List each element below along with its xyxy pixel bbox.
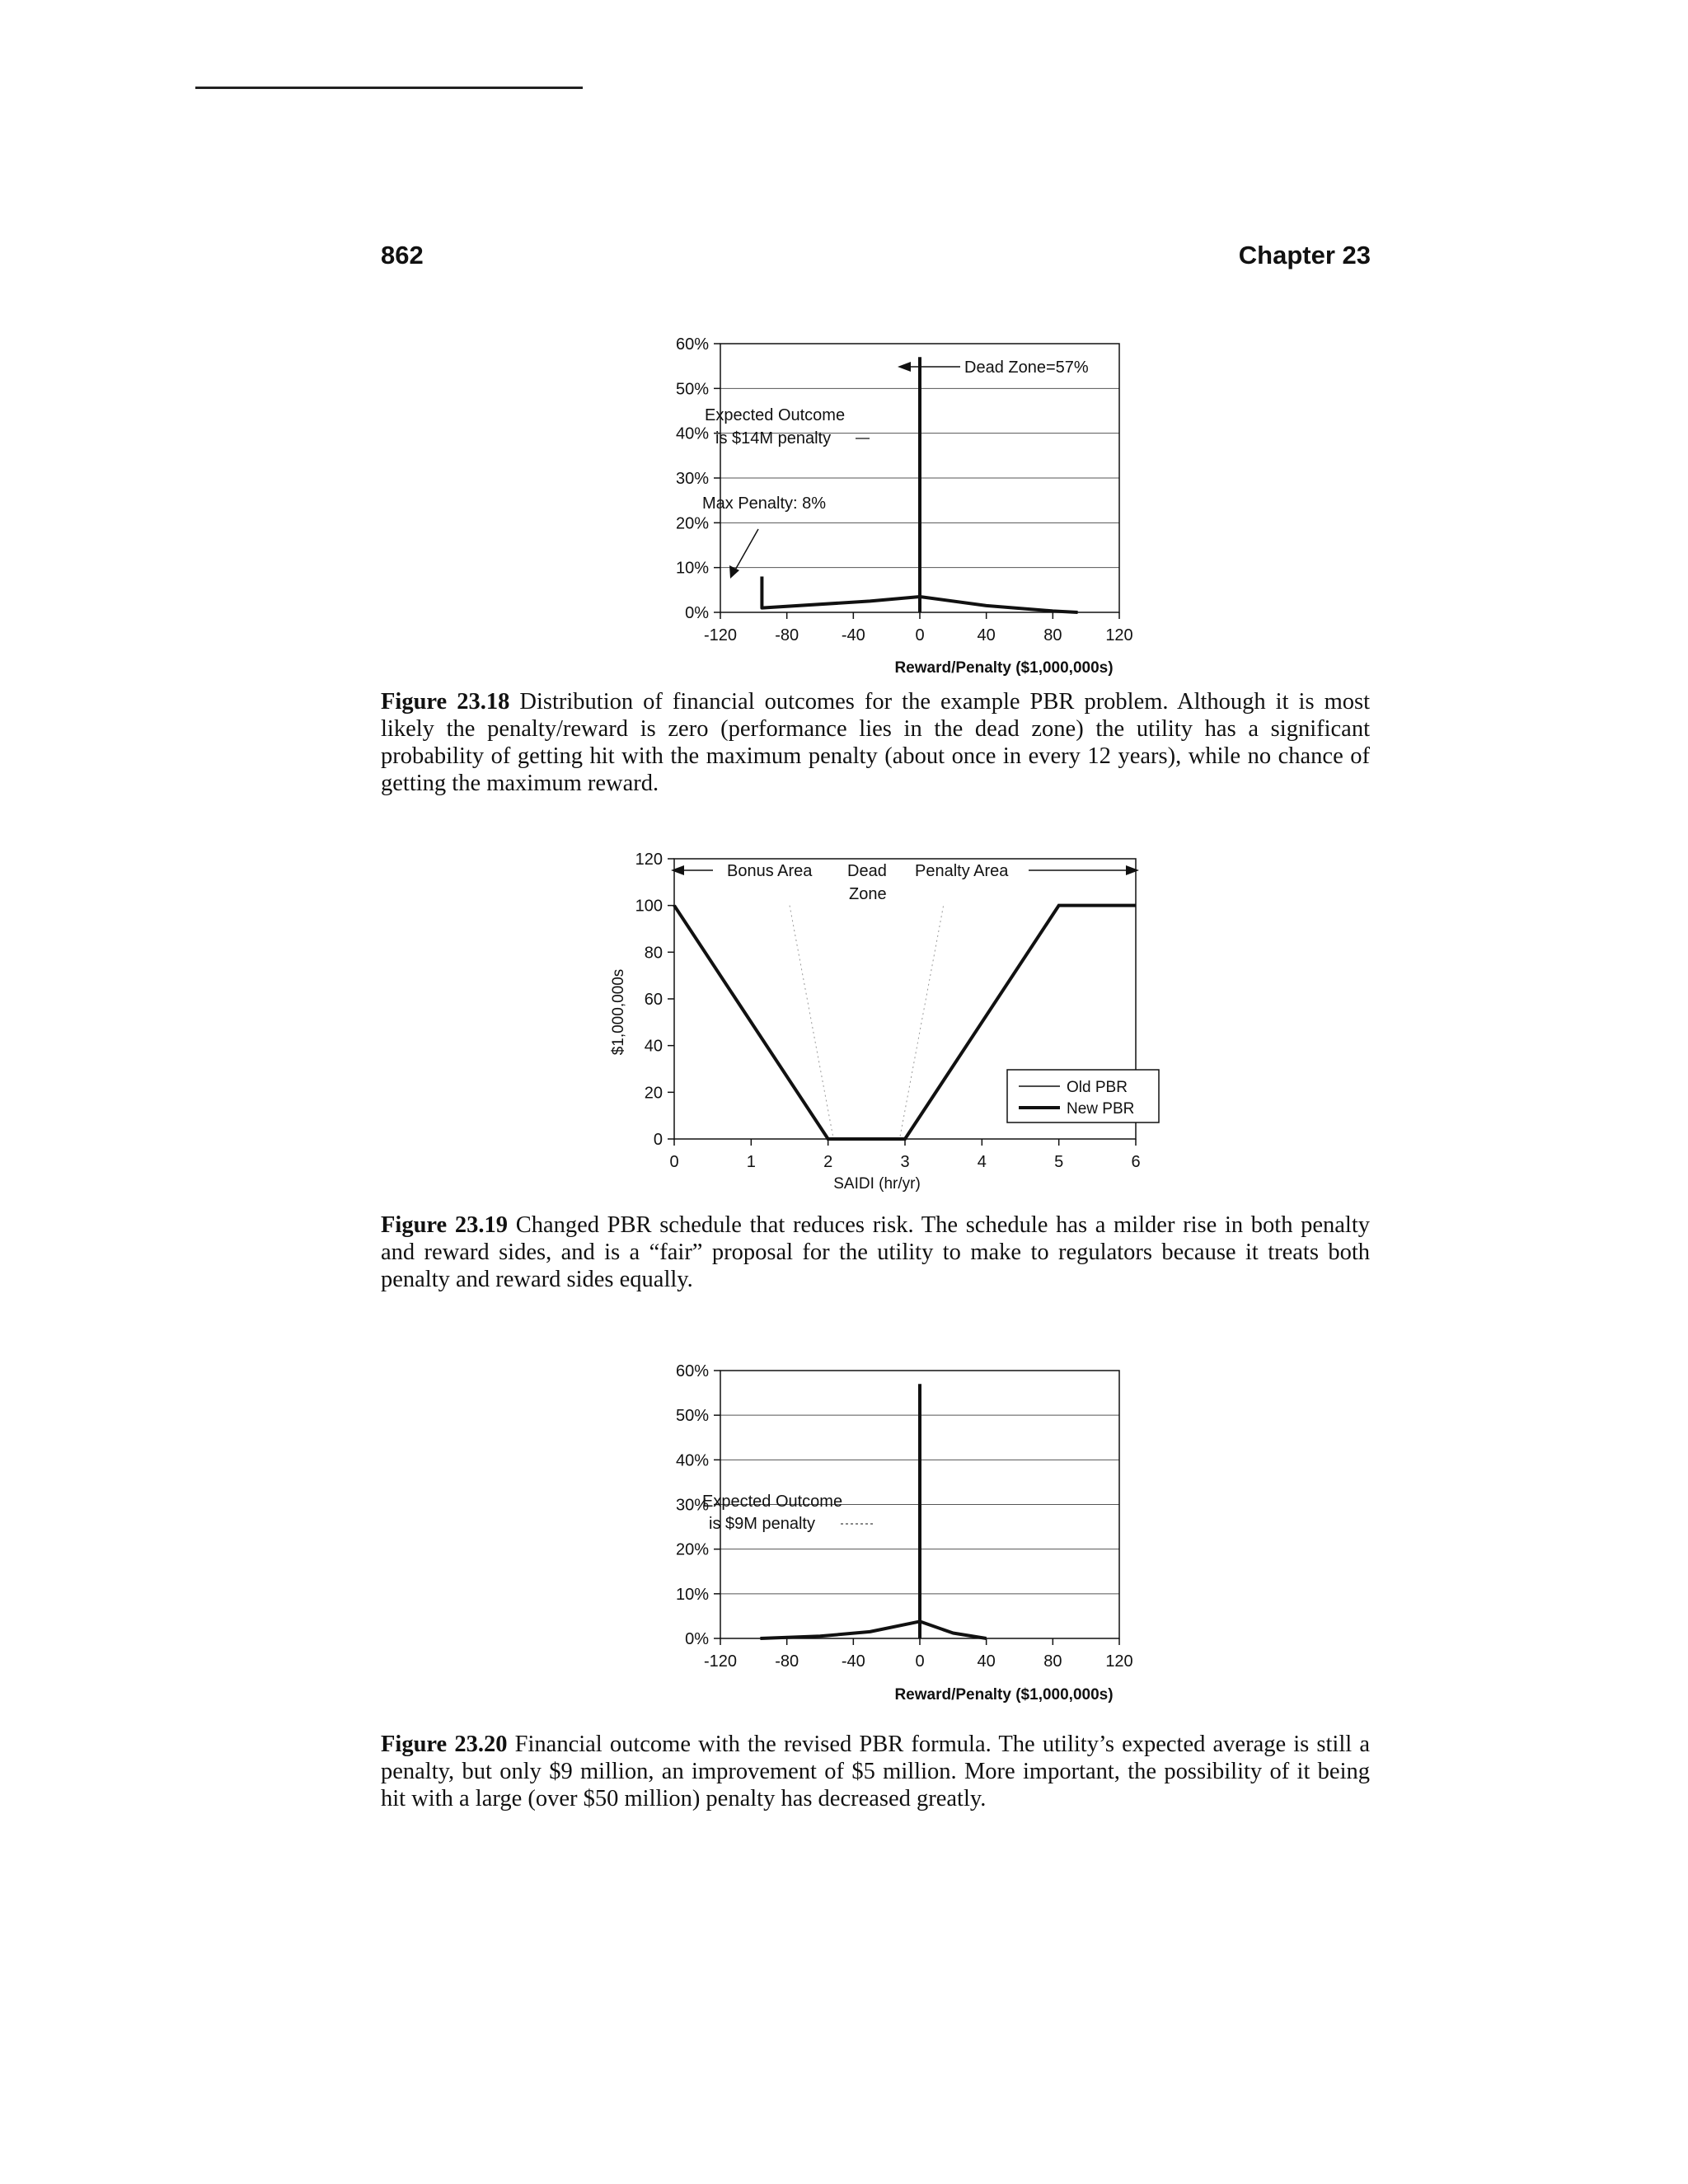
dead-zone-label-2: Zone — [849, 885, 887, 903]
legend-label: Old PBR — [1067, 1079, 1128, 1096]
x-tick-label: 40 — [977, 626, 996, 644]
x-tick-label: 2 — [823, 1153, 833, 1171]
expected-penalty-label: is $9M penalty — [709, 1515, 815, 1533]
dead-zone-label: Dead — [847, 862, 887, 880]
figure-23-20-caption — [381, 1731, 1370, 1812]
x-tick-label: -40 — [841, 626, 865, 644]
caption-text: Financial outcome with the revised PBR formula. The utility’s expected average is still a penalty, but only $9 million, an improvement of $5 million. More important, the possibility of it being hit with a large (over $50 million) penalty has decreased greatly. — [381, 1732, 1370, 1811]
x-tick-label: 5 — [1054, 1153, 1064, 1171]
y-tick-label: 0% — [685, 1630, 709, 1648]
max-penalty-label: Max Penalty: 8% — [702, 494, 827, 513]
caption-label: Figure 23.20 — [381, 1732, 508, 1757]
y-tick-label: 20% — [675, 514, 709, 533]
figure-23-19-chart — [602, 849, 1162, 1203]
y-tick-label: 10% — [675, 1585, 709, 1604]
chapter-title: Chapter 23 — [1238, 241, 1371, 269]
y-tick-label: 60 — [644, 991, 663, 1009]
page-number: 862 — [381, 241, 424, 269]
y-tick-label: 40 — [644, 1037, 663, 1056]
x-tick-label: 0 — [915, 626, 925, 644]
figure-23-18-chart — [626, 335, 1137, 684]
expected-penalty-label: is $14M penalty — [715, 429, 832, 448]
arrow-left-icon — [671, 865, 684, 875]
max-penalty-arrow — [734, 529, 758, 573]
x-tick-label: -80 — [775, 626, 799, 644]
x-tick-label: 120 — [1105, 626, 1133, 644]
caption-text: Distribution of financial outcomes for the example PBR problem. Although it is most likely the penalty/reward is zero (performance lies in the dead zone) the utility has a significant probability of getting hit with the maximum penalty (about once in every 12 years), while no chance of getting the maximum reward. — [381, 689, 1370, 796]
caption-label: Figure 23.18 — [381, 689, 510, 715]
x-axis-label: SAIDI (hr/yr) — [833, 1175, 921, 1193]
legend-label: New PBR — [1067, 1100, 1135, 1118]
old-pbr-line — [790, 906, 944, 1139]
caption-label: Figure 23.19 — [381, 1212, 509, 1238]
y-tick-label: 50% — [675, 1407, 709, 1426]
y-axis-label: $1,000,000s — [610, 968, 627, 1056]
x-tick-label: 40 — [977, 1652, 996, 1671]
expected-outcome-label: Expected Outcome — [702, 1493, 843, 1511]
caption-text: Changed PBR schedule that reduces risk. The schedule has a milder rise in both penalty and reward sides, and is a “fair” proposal for the utility to make to regulators because it treats both penalty and reward sides equally. — [381, 1212, 1371, 1292]
x-tick-label: 80 — [1043, 1652, 1062, 1671]
dead-zone-annotation — [898, 359, 1089, 377]
x-axis-label: Reward/Penalty ($1,000,000s) — [894, 659, 1114, 677]
x-tick-label: -80 — [775, 1652, 799, 1671]
y-tick-label: 80 — [644, 944, 663, 963]
x-tick-label: 1 — [746, 1153, 756, 1171]
figure-23-19-caption — [381, 1212, 1370, 1293]
x-tick-label: 0 — [669, 1153, 679, 1171]
dead-zone-label: Dead Zone=57% — [964, 359, 1089, 377]
y-tick-label: 0 — [653, 1131, 663, 1149]
y-tick-label: 60% — [675, 335, 709, 354]
y-tick-label: 20 — [644, 1084, 663, 1103]
bonus-area-label: Bonus Area — [727, 862, 813, 880]
y-tick-label: 30% — [675, 470, 709, 488]
x-tick-label: 80 — [1043, 626, 1062, 644]
y-tick-label: 100 — [635, 897, 663, 916]
y-tick-label: 120 — [635, 851, 663, 869]
penalty-area-label: Penalty Area — [915, 862, 1009, 880]
x-tick-label: 3 — [900, 1153, 910, 1171]
x-tick-label: 6 — [1131, 1153, 1141, 1171]
penalty-area-annotation — [915, 862, 1139, 880]
y-tick-label: 10% — [675, 559, 709, 578]
y-tick-label: 50% — [675, 380, 709, 399]
y-tick-label: 40% — [675, 424, 709, 443]
arrow-right-icon — [1126, 865, 1139, 875]
y-tick-label: 40% — [675, 1451, 709, 1470]
y-tick-label: 0% — [685, 604, 709, 622]
header-rule — [195, 87, 583, 89]
figure-23-20-chart — [626, 1364, 1137, 1710]
distribution-line — [760, 1621, 986, 1638]
x-tick-label: 120 — [1105, 1652, 1133, 1671]
figure-23-18-caption — [381, 688, 1370, 797]
y-tick-label: 30% — [675, 1496, 709, 1515]
x-tick-label: 4 — [977, 1153, 987, 1171]
bonus-area-annotation — [671, 862, 813, 880]
x-tick-label: -120 — [703, 626, 738, 644]
arrow-left-icon — [898, 362, 911, 372]
legend — [1007, 1070, 1159, 1122]
x-axis-label: Reward/Penalty ($1,000,000s) — [894, 1686, 1114, 1704]
x-tick-label: -40 — [841, 1652, 865, 1671]
y-tick-label: 20% — [675, 1540, 709, 1559]
y-tick-label: 60% — [675, 1362, 709, 1380]
x-tick-label: -120 — [703, 1652, 738, 1671]
x-tick-label: 0 — [915, 1652, 925, 1671]
expected-outcome-label: Expected Outcome — [705, 406, 846, 424]
